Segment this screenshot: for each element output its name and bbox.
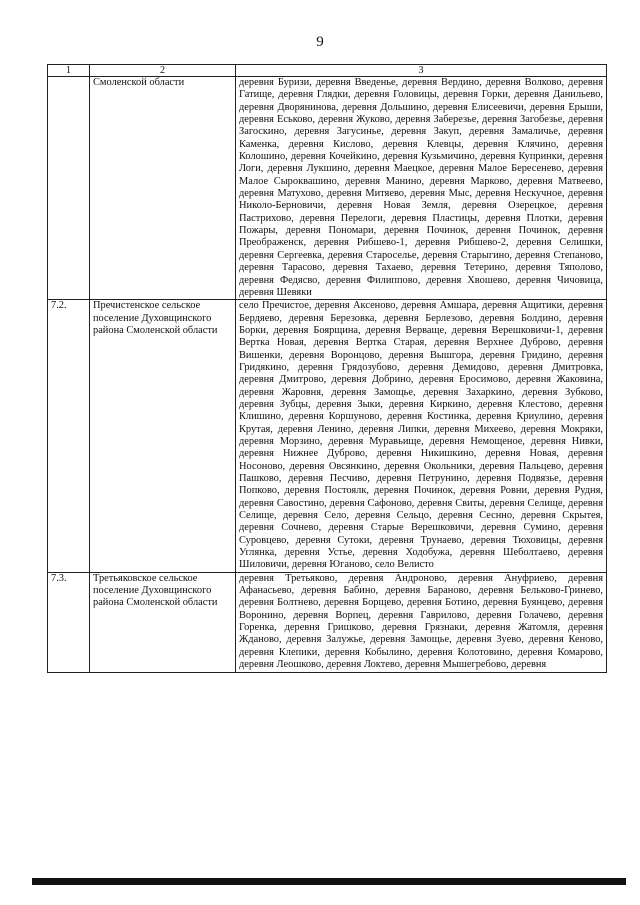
table-header-row <box>48 65 607 77</box>
row-number: 7.3. <box>48 572 90 672</box>
settlement-name: Смоленской области <box>90 77 236 300</box>
settlement-name: Третьяковское сельское поселение Духовщинского района Смоленской области <box>90 572 236 672</box>
table-row <box>48 77 607 300</box>
localities-list: деревня Буризи, деревня Введенье, деревня Вердино, деревня Волково, деревня Гатище, деревня Глядки, деревня Головицы, деревня Горки, деревня Данильево, деревня Дворянинова, деревня Дольшино, деревня Елисеевичи, деревня Ерыши, деревня Еськово, деревня Жуково, деревня Заберезье, деревня Загобезье, деревня Загоскино, деревня Загусинье, деревня Закуп, деревня Замаличье, деревня Каменка, деревня Кислово, деревня Клевцы, деревня Клячино, деревня Колошино, деревня Кочейкино, деревня Кузьмичино, деревня Купринки, деревня Логи, деревня Лукшино, деревня Маецкое, деревня Малое Бересенево, деревня Малое Сыроквашино, деревня Манино, деревня Марково, деревня Матвеево, деревня Матухово, деревня Митяево, деревня Мыс, деревня Нескучное, деревня Николо-Берновичи, деревня Новая Земля, деревня Озерецкое, деревня Пастрихово, деревня Перелоги, деревня Пластицы, деревня Плотки, деревня Пожары, деревня Пономари, деревня Починок, деревня Починок, деревня Преображенск, деревня Рибшево-1, деревня Рибшево-2, деревня Селишки, деревня Сергеевка, деревня Староселье, деревня Старыгино, деревня Степаново, деревня Тарасово, деревня Тахаево, деревня Тетерино, деревня Тяполово, деревня Федясво, деревня Филиппово, деревня Хвошево, деревня Чичовица, деревня Шевяки <box>236 77 607 300</box>
localities-list: деревня Третьяково, деревня Андроново, деревня Ануфриево, деревня Афанасьево, деревня Бабино, деревня Бараново, деревня Бельково-Гринево, деревня Болтнево, деревня Борщево, деревня Ботино, деревня Буянцево, деревня Воронино, деревня Ворпец, деревня Гаврилово, деревня Голачево, деревня Горенка, деревня Гришково, деревня Грязнаки, деревня Жатомля, деревня Жданово, деревня Залужье, деревня Замощье, деревня Зуево, деревня Кеново, деревня Клепики, деревня Кобылино, деревня Колотовино, деревня Комарово, деревня Леошково, деревня Локтево, деревня Мышегребово, деревня <box>236 572 607 672</box>
table-row <box>48 572 607 672</box>
column-header-number: 1 <box>48 65 90 77</box>
page-number: 9 <box>316 34 324 50</box>
settlements-table <box>47 64 607 673</box>
bottom-rule <box>32 878 626 885</box>
row-number <box>48 77 90 300</box>
localities-list: село Пречистое, деревня Аксеново, деревня Амшара, деревня Ащитики, деревня Бердяево, деревня Березовка, деревня Берлезово, деревня Болдино, деревня Борки, деревня Боярщина, деревня Верваще, деревня Верешковичи-1, деревня Вертка Новая, деревня Вертка Старая, деревня Верхнее Дуброво, деревня Вишенки, деревня Воронцово, деревня Вышгора, деревня Гридино, деревня Гридякино, деревня Грядозубово, деревня Демидово, деревня Дмитровка, деревня Дмитрово, деревня Добрино, деревня Еросимово, деревня Жаковина, деревня Жаровня, деревня Замощье, деревня Захаркино, деревня Зубково, деревня Зубцы, деревня Зыки, деревня Киркино, деревня Клестово, деревня Клишино, деревня Коршуново, деревня Костинка, деревня Криулино, деревня Крутая, деревня Ленино, деревня Липки, деревня Михеево, деревня Мокряки, деревня Морзино, деревня Муравьище, деревня Немощеное, деревня Нивки, деревня Нижнее Дуброво, деревня Никишкино, деревня Новая, деревня Носоново, деревня Овсянкино, деревня Окольники, деревня Пальцево, деревня Пашково, деревня Песчиво, деревня Петрунино, деревня Подвязье, деревня Попково, деревня Постоялк, деревня Починок, деревня Ровни, деревня Рудня, деревня Савостино, деревня Сафоново, деревня Свиты, деревня Селище, деревня Селище, деревня Село, деревня Сельцо, деревня Сеснно, деревня Скрытея, деревня Сочнево, деревня Старые Верешковичи, деревня Сумино, деревня Суровцево, деревня Сутоки, деревня Трунаево, деревня Тюховицы, деревня Углянка, деревня Устье, деревня Ходобужа, деревня Шеболтаево, деревня Шиловичи, деревня Юганово, село Велисто <box>236 300 607 573</box>
column-header-localities: 3 <box>236 65 607 77</box>
table-row <box>48 300 607 573</box>
row-number: 7.2. <box>48 300 90 573</box>
column-header-settlement: 2 <box>90 65 236 77</box>
settlement-name: Пречистенское сельское поселение Духовщинского района Смоленской области <box>90 300 236 573</box>
